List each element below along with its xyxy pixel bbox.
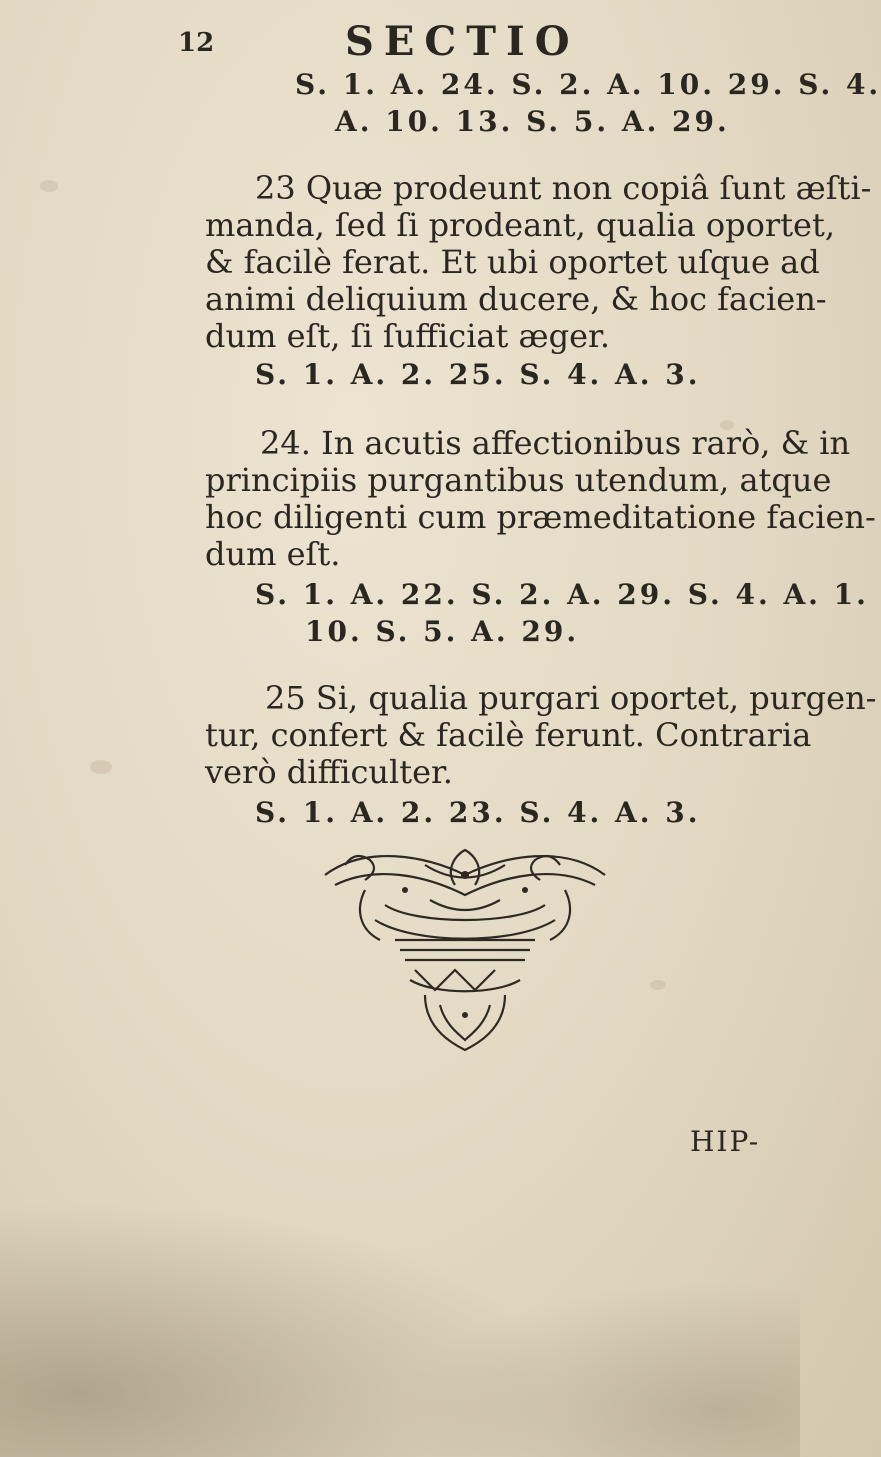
aphorism-23-line-4: animi deliquium ducere, & hoc facien- <box>205 280 827 318</box>
aphorism-24-line-1: 24. In acutis affectionibus rarò, & in <box>260 424 851 462</box>
reference-line: S. 1. A. 2. 23. S. 4. A. 3. <box>255 796 701 829</box>
page-number: 12 <box>178 28 215 58</box>
aphorism-23-line-2: manda, ſed ſi prodeant, qualia oportet, <box>205 206 836 244</box>
reference-line: S. 1. A. 2. 25. S. 4. A. 3. <box>255 358 701 391</box>
aphorism-25-line-2: tur, confert & facilè ferunt. Contraria <box>205 716 812 754</box>
aphorism-24-line-2: principiis purgantibus utendum, atque <box>205 461 832 499</box>
aphorism-23-line-3: & facilè ferat. Et ubi oportet uſque ad <box>205 243 820 281</box>
aphorism-23-line-5: dum eſt, ſi ſufficiat æger. <box>205 317 610 355</box>
reference-line: S. 1. A. 22. S. 2. A. 29. S. 4. A. 1. <box>255 578 869 611</box>
reference-line: A. 10. 13. S. 5. A. 29. <box>335 105 730 138</box>
aphorism-25-line-1: 25 Si, qualia purgari oportet, purgen- <box>265 679 877 717</box>
paper-spot <box>40 180 58 192</box>
aphorism-24-line-4: dum eſt. <box>205 535 341 573</box>
paper-stain <box>0 1140 800 1457</box>
page-title: SECTIO <box>345 18 580 65</box>
paper-spot <box>90 760 112 774</box>
reference-line: 10. S. 5. A. 29. <box>305 615 580 648</box>
fleuron-woodcut-icon <box>305 845 625 1065</box>
aphorism-25-line-3: verò difficulter. <box>205 753 453 791</box>
aphorism-23-line-1: 23 Quæ prodeunt non copiâ ſunt æſti- <box>255 169 872 207</box>
reference-line: S. 1. A. 24. S. 2. A. 10. 29. S. 4. <box>295 68 881 101</box>
aphorism-24-line-3: hoc diligenti cum præmeditatione facien- <box>205 498 876 536</box>
paper-spot <box>650 980 666 990</box>
